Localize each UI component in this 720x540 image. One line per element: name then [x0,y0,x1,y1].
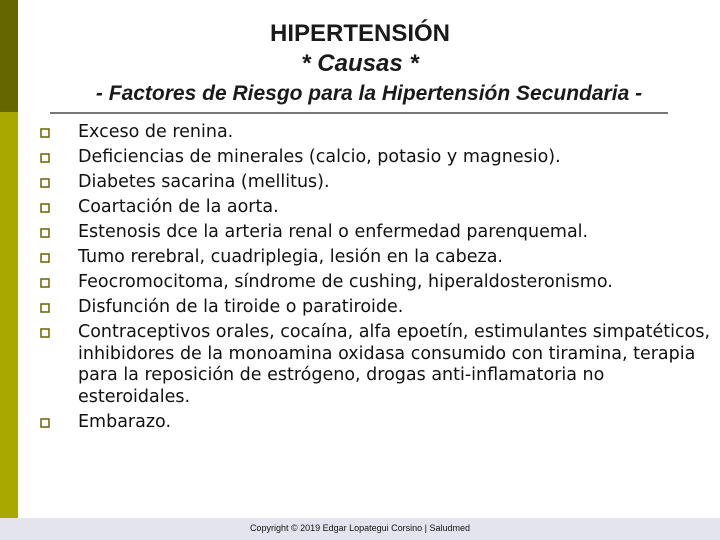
hollow-square-bullet-icon [40,128,50,138]
slide-subtitle: * Causas * [301,50,419,77]
list-item [40,197,710,219]
list-item [40,297,710,319]
list-item-text: Disfunción de la tiroide o paratiroide. [78,296,404,317]
hollow-square-bullet-icon [40,278,50,288]
list-item-text: Estenosis dce la arteria renal o enfermedad parenquemal. [78,221,589,242]
hollow-square-bullet-icon [40,228,50,238]
section-heading: - Factores de Riesgo para la Hipertensión Secundaria - [95,82,643,105]
copyright-footer: Copyright © 2019 Edgar Lopategui Corsino | Saludmed [249,523,471,533]
list-item-text: Embarazo. [78,412,172,433]
list-item [40,247,710,269]
list-item-text: Diabetes sacarina (mellitus). [78,171,330,192]
list-item [40,172,710,194]
list-item [40,322,710,409]
causes-list [40,122,710,437]
hollow-square-bullet-icon [40,178,50,188]
list-item [40,412,710,434]
list-item-text: Exceso de renina. [78,122,234,142]
list-item [40,272,710,294]
list-item [40,147,710,169]
hollow-square-bullet-icon [40,328,50,338]
list-item [40,122,710,144]
hollow-square-bullet-icon [40,203,50,213]
list-item-text: Feocromocitoma, síndrome de cushing, hiperaldosteronismo. [78,271,613,292]
heading-divider [50,112,668,114]
list-item-text: Contraceptivos orales, cocaína, alfa epoetín, estimulantes simpatéticos, inhibidores de la monoamina oxidasa consumido con tiramina, terapia para la reposición de estrógeno, drogas anti-inflamatoria no esteroidales. [78,321,711,408]
list-item [40,222,710,244]
list-item-text: Deficiencias de minerales (calcio, potasio y magnesio). [78,146,561,167]
list-item-text: Tumo rerebral, cuadriplegia, lesión en la cabeza. [78,246,503,267]
slide-title: HIPERTENSIÓN [269,20,451,47]
list-item-text: Coartación de la aorta. [78,196,279,217]
hollow-square-bullet-icon [40,418,50,428]
hollow-square-bullet-icon [40,303,50,313]
hollow-square-bullet-icon [40,253,50,263]
hollow-square-bullet-icon [40,153,50,163]
